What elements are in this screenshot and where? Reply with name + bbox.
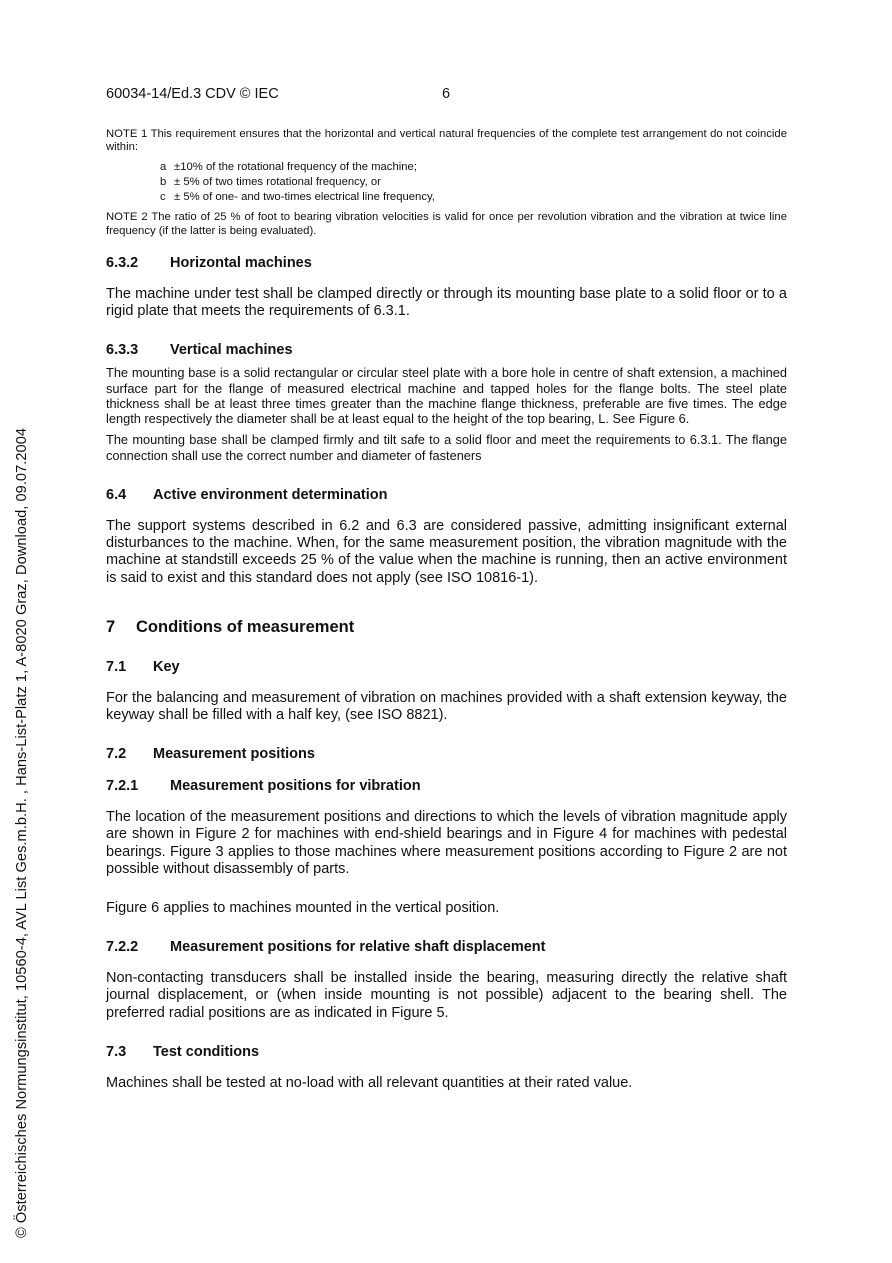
document-id: 60034-14/Ed.3 CDV © IEC [106, 86, 279, 102]
paragraph: The mounting base is a solid rectangular or circular steel plate with a bore hole in centre of shaft extension, a machined surface part for the flange of measured electrical machine and tapped holes for the flange bolts. The steel plate thickness shall be at least three times greater than the machine flange thickness, preferable are five times. The edge length respectively the diameter shall be at least equal to the height of the top bearing, L. See Figure 6. [106, 365, 787, 427]
paragraph: Non-contacting transducers shall be installed inside the bearing, measuring directly the relative shaft journal displacement, or (when inside mounting is not possible) adjacent to the bearing shell. The preferred radial positions are as indicated in Figure 5. [106, 970, 787, 1021]
paragraph: The support systems described in 6.2 and 6.3 are considered passive, admitting insignificant external disturbances to the machine. When, for the same measurement position, the vibration magnitude with the machine at standstill exceeds 25 % of the value when the machine is running, then an active environment is said to exist and this standard does not apply (see ISO 10816-1). [106, 518, 787, 586]
heading-6-4 [106, 486, 787, 504]
section-number: 7 [106, 617, 116, 636]
heading-6-3-2 [106, 254, 787, 272]
paragraph: The location of the measurement positions and directions to which the levels of vibration magnitude apply are shown in Figure 2 for machines with end-shield bearings and in Figure 4 for machines with pedestal bearings. Figure 3 applies to those machines where measurement positions according to Figure 2 are not possible without disassembly of parts. [106, 809, 787, 877]
section-title: Conditions of measurement [136, 617, 355, 636]
document-page [106, 86, 787, 1092]
copyright-text: © Österreichisches Normungsinstitut, 10560-4, AVL List Ges.m.b.H. , Hans-List-Platz 1, A-8020 Graz, Download, 09.07.2004 [14, 427, 30, 1238]
section-number: 7.2 [106, 746, 127, 763]
heading-7-2 [106, 745, 787, 763]
section-title: Measurement positions for relative shaft displacement [170, 939, 546, 956]
section-number: 6.3.2 [106, 254, 139, 271]
page-number: 6 [442, 86, 451, 102]
section-title: Test conditions [153, 1043, 260, 1060]
section-title: Measurement positions for vibration [170, 778, 421, 795]
paragraph: Machines shall be tested at no-load with all relevant quantities at their rated value. [106, 1074, 633, 1091]
section-title: Measurement positions [153, 746, 315, 763]
list-item-label: a [160, 161, 167, 174]
note-2: NOTE 2 The ratio of 25 % of foot to bearing vibration velocities is valid for once per revolution vibration and the vibration at twice line frequency (if the latter is being evaluated). [106, 211, 787, 237]
heading-6-3-3 [106, 341, 787, 359]
heading-7-2-2 [106, 938, 787, 956]
paragraph: The mounting base shall be clamped firmly and tilt safe to a solid floor and meet the requirements to 6.3.1. The flange connection shall use the correct number and diameter of fasteners [106, 432, 787, 463]
list-item-label: b [160, 176, 167, 189]
section-number: 7.2.1 [106, 778, 139, 795]
heading-7 [106, 617, 787, 637]
list-item-text: ± 5% of one- and two-times electrical line frequency, [174, 191, 435, 204]
section-number: 6.3.3 [106, 342, 139, 359]
list-item [160, 175, 787, 190]
section-title: Active environment determination [153, 487, 388, 503]
note-1: NOTE 1 This requirement ensures that the horizontal and vertical natural frequencies of the complete test arrangement do not coincide within: [106, 128, 787, 154]
section-number: 6.4 [106, 487, 127, 503]
section-number: 7.2.2 [106, 939, 139, 956]
section-number: 7.1 [106, 658, 127, 675]
heading-7-1 [106, 658, 787, 676]
paragraph: The machine under test shall be clamped directly or through its mounting base plate to a solid floor or to a rigid plate that meets the requirements of 6.3.1. [106, 285, 787, 320]
paragraph: For the balancing and measurement of vibration on machines provided with a shaft extension keyway, the keyway shall be filled with a half key, (see ISO 8821). [106, 689, 787, 724]
section-number: 7.3 [106, 1043, 127, 1060]
paragraph: Figure 6 applies to machines mounted in the vertical position. [106, 900, 500, 917]
heading-7-2-1 [106, 777, 787, 795]
heading-7-3 [106, 1043, 787, 1061]
section-title: Key [153, 658, 180, 675]
section-title: Horizontal machines [170, 254, 312, 271]
note-1-list [160, 160, 787, 205]
page-header [106, 86, 787, 106]
section-title: Vertical machines [170, 342, 293, 359]
list-item-text: ± 5% of two times rotational frequency, or [174, 176, 381, 189]
list-item [160, 190, 787, 205]
copyright-side-note [3, 415, 41, 1250]
list-item [160, 160, 787, 175]
list-item-label: c [160, 191, 166, 204]
list-item-text: ±10% of the rotational frequency of the machine; [174, 161, 417, 174]
